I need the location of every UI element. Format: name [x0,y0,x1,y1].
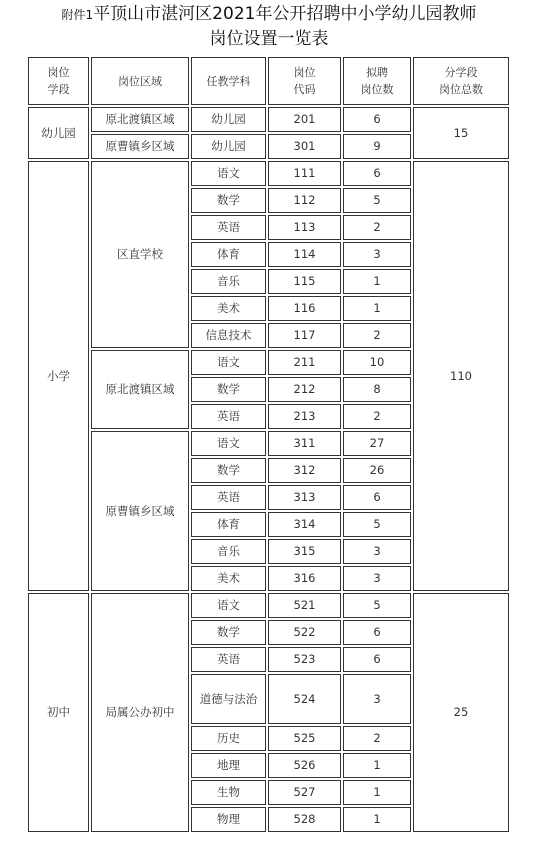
code-cell: 301 [268,134,341,159]
code-cell: 522 [268,620,341,645]
subject-cell: 音乐 [191,539,266,564]
area-cell: 局属公办初中 [91,593,189,832]
code-cell: 112 [268,188,341,213]
subject-cell: 数学 [191,458,266,483]
count-cell: 6 [343,161,411,186]
area-cell: 原北渡镇区域 [91,350,189,429]
subject-cell: 数学 [191,188,266,213]
count-cell: 2 [343,323,411,348]
code-cell: 115 [268,269,341,294]
subject-cell: 数学 [191,620,266,645]
title-prefix: 附件1 [61,8,94,22]
subject-cell: 道德与法治 [191,674,266,724]
count-cell: 9 [343,134,411,159]
subject-cell: 地理 [191,753,266,778]
area-cell: 区直学校 [91,161,189,348]
subject-cell: 语文 [191,431,266,456]
count-cell: 5 [343,512,411,537]
subject-cell: 语文 [191,161,266,186]
total-cell: 25 [413,593,509,832]
count-cell: 5 [343,593,411,618]
stage-cell: 初中 [28,593,89,832]
subject-cell: 体育 [191,242,266,267]
count-cell: 26 [343,458,411,483]
count-cell: 10 [343,350,411,375]
title-main: 平顶山市湛河区2021年公开招聘中小学幼儿园教师 [93,4,477,24]
count-cell: 2 [343,215,411,240]
count-cell: 6 [343,620,411,645]
subject-cell: 美术 [191,296,266,321]
header-subject: 任教学科 [191,57,266,105]
subject-cell: 美术 [191,566,266,591]
count-cell: 5 [343,188,411,213]
subject-cell: 生物 [191,780,266,805]
count-cell: 3 [343,566,411,591]
subject-cell: 数学 [191,377,266,402]
header-count: 拟聘 岗位数 [343,57,411,105]
count-cell: 3 [343,539,411,564]
area-cell: 原曹镇乡区域 [91,431,189,591]
code-cell: 212 [268,377,341,402]
stage-cell: 幼儿园 [28,107,89,159]
total-cell: 15 [413,107,509,159]
area-cell: 原曹镇乡区域 [91,134,189,159]
count-cell: 1 [343,780,411,805]
subject-cell: 英语 [191,404,266,429]
code-cell: 527 [268,780,341,805]
subject-cell: 幼儿园 [191,134,266,159]
subject-cell: 体育 [191,512,266,537]
code-cell: 523 [268,647,341,672]
count-cell: 6 [343,485,411,510]
subject-cell: 信息技术 [191,323,266,348]
count-cell: 3 [343,674,411,724]
code-cell: 526 [268,753,341,778]
positions-table [26,55,511,834]
code-cell: 114 [268,242,341,267]
code-cell: 211 [268,350,341,375]
count-cell: 27 [343,431,411,456]
table-row [28,593,509,618]
code-cell: 213 [268,404,341,429]
subject-cell: 物理 [191,807,266,832]
count-cell: 3 [343,242,411,267]
count-cell: 1 [343,296,411,321]
count-cell: 8 [343,377,411,402]
header-area: 岗位区域 [91,57,189,105]
header-stage: 岗位 学段 [28,57,89,105]
subject-cell: 语文 [191,593,266,618]
count-cell: 2 [343,404,411,429]
code-cell: 313 [268,485,341,510]
count-cell: 6 [343,107,411,132]
subject-cell: 英语 [191,647,266,672]
count-cell: 1 [343,753,411,778]
code-cell: 528 [268,807,341,832]
code-cell: 116 [268,296,341,321]
code-cell: 117 [268,323,341,348]
count-cell: 1 [343,269,411,294]
code-cell: 111 [268,161,341,186]
total-cell: 110 [413,161,509,591]
code-cell: 524 [268,674,341,724]
code-cell: 315 [268,539,341,564]
subject-cell: 历史 [191,726,266,751]
table-row [28,161,509,186]
subject-cell: 英语 [191,485,266,510]
code-cell: 201 [268,107,341,132]
title-line-1 [0,2,538,27]
table-row [28,107,509,132]
count-cell: 1 [343,807,411,832]
header-total: 分学段 岗位总数 [413,57,509,105]
code-cell: 312 [268,458,341,483]
area-cell: 原北渡镇区域 [91,107,189,132]
subject-cell: 幼儿园 [191,107,266,132]
subject-cell: 语文 [191,350,266,375]
header-code: 岗位 代码 [268,57,341,105]
page-title [0,2,538,51]
count-cell: 2 [343,726,411,751]
code-cell: 525 [268,726,341,751]
subject-cell: 音乐 [191,269,266,294]
code-cell: 521 [268,593,341,618]
code-cell: 113 [268,215,341,240]
code-cell: 314 [268,512,341,537]
table-header-row [28,57,509,105]
stage-cell: 小学 [28,161,89,591]
code-cell: 311 [268,431,341,456]
subject-cell: 英语 [191,215,266,240]
count-cell: 6 [343,647,411,672]
title-line-2: 岗位设置一览表 [209,29,329,49]
code-cell: 316 [268,566,341,591]
